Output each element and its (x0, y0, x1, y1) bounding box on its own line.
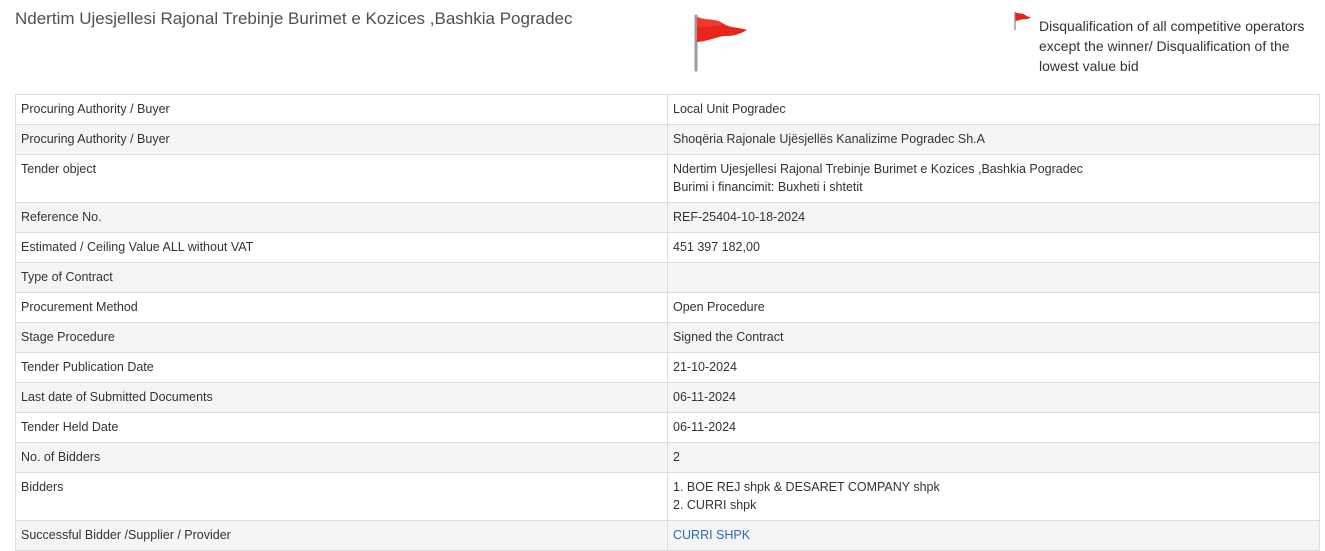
row-label: No. of Bidders (16, 443, 668, 473)
table-row (16, 263, 1320, 293)
row-label: Procurement Method (16, 293, 668, 323)
tender-details-table (15, 94, 1320, 551)
small-red-flag-icon (1012, 11, 1032, 31)
row-value: Open Procedure (668, 293, 1320, 323)
page-title: Ndertim Ujesjellesi Rajonal Trebinje Burimet e Kozices ,Bashkia Pogradec (15, 9, 573, 28)
bidder-item: 2. CURRI shpk (673, 498, 757, 512)
row-label: Bidders (16, 473, 668, 521)
table-row (16, 203, 1320, 233)
bidder-item: 1. BOE REJ shpk & DESARET COMPANY shpk (673, 480, 940, 494)
row-value: 06-11-2024 (668, 413, 1320, 443)
row-label: Type of Contract (16, 263, 668, 293)
successful-bidder-link[interactable]: CURRI SHPK (673, 528, 751, 542)
row-label: Estimated / Ceiling Value ALL without VAT (16, 233, 668, 263)
disqualification-note: Disqualification of all competitive operators except the winner/ Disqualification of the lowest value bid (1039, 18, 1305, 74)
table-row (16, 155, 1320, 203)
row-value (668, 263, 1320, 293)
row-value: REF-25404-10-18-2024 (668, 203, 1320, 233)
row-value (668, 155, 1320, 203)
row-value: 451 397 182,00 (668, 233, 1320, 263)
row-label: Last date of Submitted Documents (16, 383, 668, 413)
funding-source-text: Burimi i financimit: Buxheti i shtetit (673, 180, 863, 194)
row-label: Procuring Authority / Buyer (16, 125, 668, 155)
table-row (16, 413, 1320, 443)
row-value (668, 473, 1320, 521)
row-value: Shoqëria Rajonale Ujësjellës Kanalizime Pogradec Sh.A (668, 125, 1320, 155)
row-label: Procuring Authority / Buyer (16, 95, 668, 125)
row-value: Local Unit Pogradec (668, 95, 1320, 125)
table-row (16, 125, 1320, 155)
row-label: Stage Procedure (16, 323, 668, 353)
row-value: 06-11-2024 (668, 383, 1320, 413)
table-row (16, 383, 1320, 413)
table-row (16, 323, 1320, 353)
table-row (16, 353, 1320, 383)
row-label: Reference No. (16, 203, 668, 233)
row-value (668, 521, 1320, 551)
row-value: 2 (668, 443, 1320, 473)
row-value: 21-10-2024 (668, 353, 1320, 383)
table-row (16, 473, 1320, 521)
row-label: Successful Bidder /Supplier / Provider (16, 521, 668, 551)
row-label: Tender object (16, 155, 668, 203)
table-row (16, 293, 1320, 323)
row-label: Tender Held Date (16, 413, 668, 443)
table-row (16, 95, 1320, 125)
table-row (16, 443, 1320, 473)
table-row (16, 233, 1320, 263)
row-label: Tender Publication Date (16, 353, 668, 383)
tender-object-text: Ndertim Ujesjellesi Rajonal Trebinje Burimet e Kozices ,Bashkia Pogradec (673, 162, 1083, 176)
row-value: Signed the Contract (668, 323, 1320, 353)
table-row (16, 521, 1320, 551)
red-flag-icon (690, 12, 750, 72)
